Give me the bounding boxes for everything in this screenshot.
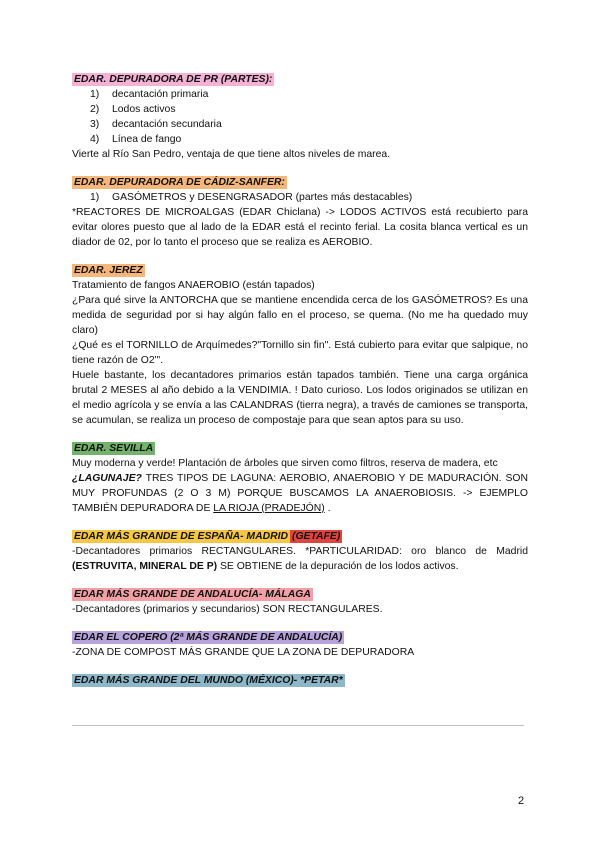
paragraph: Vierte al Río San Pedro, ventaja de que tiene altos niveles de marea. [72,149,391,160]
list-item: 1) decantación primaria [90,89,209,100]
section-sevilla [72,441,528,516]
section-heading-extra: (GETAFE) [291,531,341,542]
section-heading: EDAR. SEVILLA [74,443,154,454]
list-item: 4) Línea de fango [90,134,182,145]
parts-list [72,190,528,205]
section-cadiz [72,175,528,250]
section-heading: EDAR. DEPURADORA DE PR (PARTES): [74,74,273,85]
section-heading: EDAR. DEPURADORA DE CÁDIZ-SANFER: [74,177,285,188]
section-madrid [72,529,528,574]
section-mexico [72,673,528,688]
section-heading: EDAR MÁS GRANDE DE ANDALUCÍA- MÁLAGA [74,589,311,600]
paragraph: ¿LAGUNAJE? TRES TIPOS DE LAGUNA: AEROBIO, ANAEROBIO Y DE MADURACIÓN. SON MUY PROFUNDAS (2 O 3 M) PORQUE BUSCAMOS LA ANAEROBIOSIS. -> EJEMPLO TAMBIÉN DEPURADORA DE LA RIOJA (PRADEJÓN) . [72,473,528,514]
paragraph: Tratamiento de fangos ANAEROBIO (están tapados) [72,280,315,291]
paragraph: -Decantadores primarios RECTANGULARES. *PARTICULARIDAD: oro blanco de Madrid (ESTRUVITA, MINERAL DE P) SE OBTIENE de la depuración de los lodos activos. [72,546,528,572]
section-heading: EDAR EL COPERO (2ª MÁS GRANDE DE ANDALUCÍA) [74,632,343,643]
paragraph: Huele bastante, los decantadores primarios están tapados también. Tiene una carga orgánica brutal 2 MESES al año debido a la VENDIMIA. ! Dato curioso. Los lodos originados se utilizan en el medio agrícola y se envía a las CALANDRAS (tierra negra), a través de camiones se transporta, se acumulan, se realiza un proceso de compostaje para que sean aptos para su uso. [72,370,528,426]
section-heading: EDAR MÁS GRANDE DE ESPAÑA- MADRID [74,531,288,542]
paragraph: -ZONA DE COMPOST MÁS GRANDE QUE LA ZONA DE DEPURADORA [72,647,415,658]
list-item: 1) GASÓMETROS y DESENGRASADOR (partes más destacables) [90,192,413,203]
lagunaje-question: ¿LAGUNAJE? [72,473,142,484]
page-number: 2 [518,795,525,807]
paragraph: -Decantadores (primarios y secundarios) SON RECTANGULARES. [72,604,383,615]
list-item: 3) decantación secundaria [90,119,222,130]
section-heading: EDAR MÁS GRANDE DEL MUNDO (MÉXICO)- *PETAR* [74,675,343,686]
section-pr [72,72,528,162]
paragraph: ¿Qué es el TORNILLO de Arquímedes?"Tornillo sin fin". Está cubierto para evitar que salpique, no tiene razón de O2"'. [72,340,528,366]
section-jerez [72,263,528,428]
footer-divider [72,725,524,726]
paragraph: ¿Para qué sirve la ANTORCHA que se mantiene encendida cerca de los GASÓMETROS? Es una medida de seguridad por si hay algún fallo en el proceso, se quema. (No me ha quedado muy claro) [72,295,528,336]
section-copero [72,630,528,660]
paragraph: *REACTORES DE MICROALGAS (EDAR Chiclana) -> LODOS ACTIVOS está recubierto para evitar olores puesto que al lado de la EDAR está el recinto ferial. La cosita blanca vertical es un diador de 02, por lo tanto el proceso que se realiza es AEROBIO. [72,207,528,248]
paragraph: Muy moderna y verde! Plantación de árboles que sirven como filtros, reserva de madera, etc [72,458,498,469]
list-item: 2) Lodos activos [90,104,176,115]
parts-list [72,87,528,147]
document-page [72,72,528,688]
rioja-link-text: LA RIOJA (PRADEJÓN) [213,503,325,514]
section-heading: EDAR. JEREZ [74,265,143,276]
section-malaga [72,587,528,617]
